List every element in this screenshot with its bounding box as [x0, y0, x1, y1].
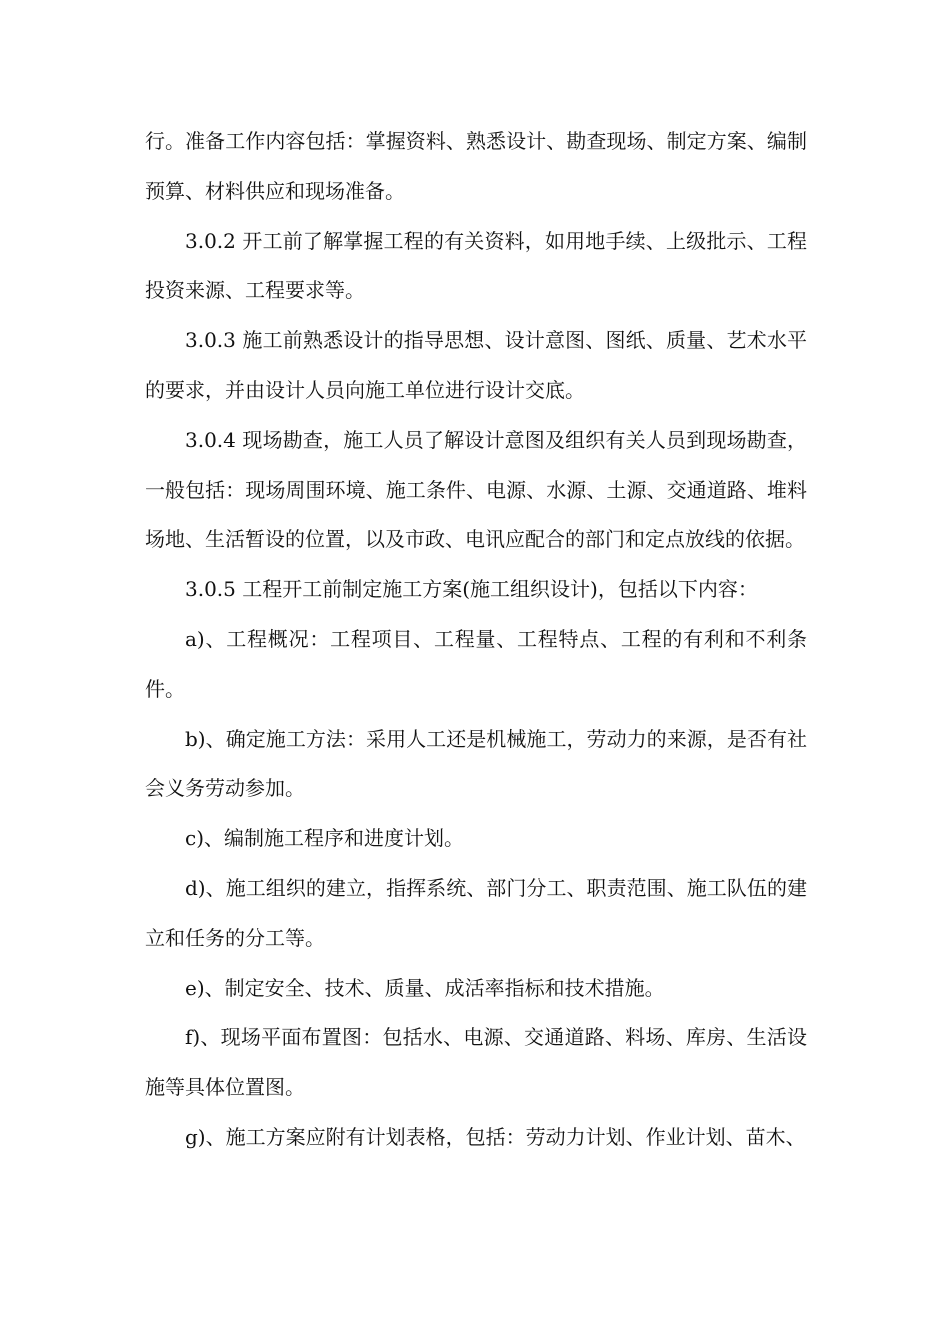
list-item-f: f)、现场平面布置图：包括水、电源、交通道路、料场、库房、生活设施等具体位置图。: [145, 1025, 807, 1100]
paragraph-preparation-content: 行。准备工作内容包括：掌握资料、熟悉设计、勘查现场、制定方案、编制预算、材料供应和现场准备。: [145, 129, 807, 203]
list-item-c: c)、编制施工程序和进度计划。: [185, 826, 465, 851]
paragraph-3-0-3: 3.0.3 施工前熟悉设计的指导思想、设计意图、图纸、质量、艺术水平的要求，并由设计人员向施工单位进行设计交底。: [145, 328, 807, 402]
document-page: [145, 117, 807, 1163]
list-item-g: g)、施工方案应附有计划表格，包括：劳动力计划、作业计划、苗木、: [185, 1124, 806, 1149]
list-item-d: d)、施工组织的建立，指挥系统、部门分工、职责范围、施工队伍的建立和任务的分工等。: [145, 875, 807, 950]
paragraph-3-0-4: 3.0.4 现场勘查，施工人员了解设计意图及组织有关人员到现场勘查，一般包括：现场周围环境、施工条件、电源、水源、土源、交通道路、堆料场地、生活暂设的位置，以及市政、电讯应配合的部门和定点放线的依据。: [145, 427, 807, 552]
list-item-b: b)、确定施工方法：采用人工还是机械施工，劳动力的来源，是否有社会义务劳动参加。: [145, 726, 807, 801]
list-item-e: e)、制定安全、技术、质量、成活率指标和技术措施。: [185, 975, 665, 1000]
paragraph-3-0-2: 3.0.2 开工前了解掌握工程的有关资料，如用地手续、上级批示、工程投资来源、工程要求等。: [145, 228, 807, 303]
paragraph-3-0-5: 3.0.5 工程开工前制定施工方案(施工组织设计)，包括以下内容：: [185, 577, 758, 602]
list-item-a: a)、工程概况：工程项目、工程量、工程特点、工程的有利和不利条件。: [145, 626, 807, 701]
